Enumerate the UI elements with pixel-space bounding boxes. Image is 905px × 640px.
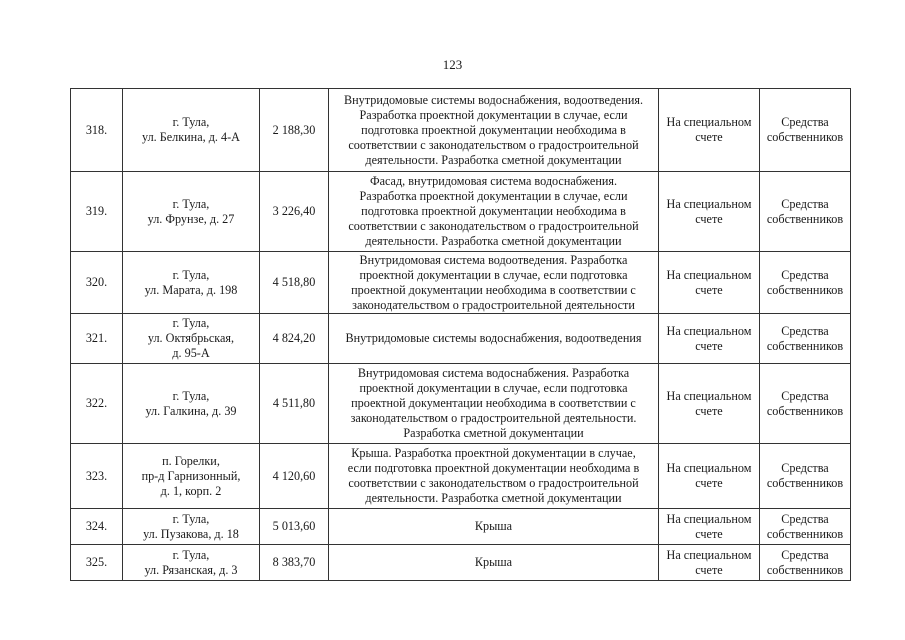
row-number-cell: 324. — [71, 509, 123, 545]
funding-method-cell — [659, 252, 760, 314]
work-description-line: Крыша — [474, 519, 513, 533]
cost-value-cell: 4 824,20 — [260, 314, 329, 364]
work-description-line: Разработка проектной документации в случае, если — [359, 189, 628, 203]
row-number-cell: 318. — [71, 89, 123, 172]
address-line: ул. Фрунзе, д. 27 — [147, 211, 235, 226]
address-line: ул. Октябрьская, — [147, 331, 235, 345]
funding-method-line: счете — [695, 211, 723, 226]
address-cell — [123, 364, 260, 444]
address-line: г. Тула, — [172, 267, 210, 282]
work-description-line: деятельности. Разработка сметной документации — [365, 152, 622, 167]
funding-method-cell — [659, 89, 760, 172]
address-line: ул. Белкина, д. 4-А — [142, 130, 240, 144]
address-line: г. Тула, — [172, 115, 210, 129]
table-row — [71, 545, 851, 581]
funding-method-line: На специальном — [666, 196, 752, 211]
work-description-line: проектной документации в случае, если подготовка — [359, 267, 628, 282]
table-row — [71, 89, 851, 172]
work-description-line: подготовка проектной документации необходима в — [361, 204, 626, 218]
funding-source-line: Средства — [781, 323, 829, 338]
address-line: г. Тула, — [172, 388, 210, 403]
funding-method-line: счете — [695, 526, 723, 541]
funding-source-cell — [760, 509, 851, 545]
funding-method-line: На специальном — [666, 511, 752, 526]
address-line: ул. Рязанская, д. 3 — [144, 562, 238, 577]
work-description-line: проектной документации в случае, если подготовка — [359, 381, 628, 395]
funding-method-line: На специальном — [666, 388, 752, 403]
funding-method-line: счете — [695, 282, 723, 297]
work-description-line: проектной документации необходима в соответствии с — [351, 396, 636, 410]
funding-method-cell — [659, 444, 760, 509]
work-description-line: подготовка проектной документации необходима в — [361, 122, 626, 137]
address-line: г. Тула, — [172, 316, 210, 330]
work-description-line: деятельности. Разработка сметной документации — [365, 234, 622, 248]
funding-method-cell — [659, 509, 760, 545]
work-description-cell — [329, 364, 659, 444]
funding-method-cell — [659, 314, 760, 364]
funding-method-cell — [659, 545, 760, 581]
funding-method-line: счете — [695, 130, 723, 144]
funding-method-line: На специальном — [666, 547, 752, 562]
work-description-line: Крыша. Разработка проектной документации в случае, — [351, 446, 636, 460]
row-number-cell: 322. — [71, 364, 123, 444]
funding-source-cell — [760, 172, 851, 252]
address-cell — [123, 89, 260, 172]
address-line: г. Тула, — [172, 196, 210, 211]
work-description-line: Фасад, внутридомовая система водоснабжения. — [369, 174, 618, 188]
funding-source-line: собственников — [766, 338, 844, 353]
work-description-line: законодательством о градостроительной деятельности — [352, 297, 635, 312]
table-row — [71, 172, 851, 252]
page-number: 123 — [442, 57, 463, 72]
work-description-line: соответствии с законодательством о градостроительной — [348, 476, 639, 490]
funding-source-cell — [760, 545, 851, 581]
address-cell — [123, 545, 260, 581]
funding-source-line: собственников — [766, 211, 844, 226]
address-line: д. 1, корп. 2 — [160, 483, 222, 498]
row-number-cell: 325. — [71, 545, 123, 581]
row-number-cell: 323. — [71, 444, 123, 509]
work-description-line: проектной документации необходима в соответствии с — [351, 282, 636, 297]
funding-source-line: собственников — [766, 562, 844, 577]
table-row — [71, 444, 851, 509]
funding-source-line: собственников — [766, 476, 844, 490]
funding-source-cell — [760, 364, 851, 444]
funding-source-line: Средства — [781, 547, 829, 562]
cost-value-cell: 4 511,80 — [260, 364, 329, 444]
funding-method-cell — [659, 364, 760, 444]
work-description-cell — [329, 172, 659, 252]
address-line: ул. Галкина, д. 39 — [145, 403, 237, 418]
cost-value-cell: 4 518,80 — [260, 252, 329, 314]
work-description-line: законодательством о градостроительной деятельности. — [350, 411, 637, 425]
funding-source-line: Средства — [781, 511, 829, 526]
funding-source-line: Средства — [781, 196, 829, 211]
funding-method-line: счете — [695, 338, 723, 353]
work-description-cell — [329, 252, 659, 314]
funding-source-line: Средства — [781, 388, 829, 403]
funding-source-line: собственников — [766, 282, 844, 297]
table-row — [71, 364, 851, 444]
cost-value-cell: 5 013,60 — [260, 509, 329, 545]
work-description-line: Внутридомовая система водоснабжения. Разработка — [357, 366, 630, 380]
work-description-cell — [329, 314, 659, 364]
table-body — [71, 89, 851, 581]
funding-source-line: Средства — [781, 115, 829, 129]
funding-source-cell — [760, 314, 851, 364]
funding-source-cell — [760, 89, 851, 172]
funding-method-line: На специальном — [666, 115, 752, 129]
work-description-line: соответствии с законодательством о градостроительной — [348, 137, 639, 152]
work-description-line: Внутридомовая система водоотведения. Разработка — [359, 252, 628, 267]
address-line: г. Тула, — [172, 511, 210, 526]
address-line: п. Горелки, — [162, 453, 220, 468]
table-row — [71, 509, 851, 545]
work-description-line: деятельности. Разработка сметной документации — [365, 491, 622, 505]
funding-method-line: счете — [695, 476, 723, 490]
funding-source-line: собственников — [766, 130, 844, 144]
row-number-cell: 320. — [71, 252, 123, 314]
address-cell — [123, 314, 260, 364]
address-line: пр-д Гарнизонный, — [141, 468, 241, 483]
work-description-line: соответствии с законодательством о градостроительной — [348, 219, 639, 233]
work-description-line: если подготовка проектной документации необходима в — [347, 461, 640, 475]
work-description-line: Внутридомовые системы водоснабжения, водоотведения. — [344, 92, 643, 107]
funding-source-line: Средства — [781, 267, 829, 282]
table-row — [71, 314, 851, 364]
address-cell — [123, 509, 260, 545]
funding-source-cell — [760, 444, 851, 509]
funding-method-cell — [659, 172, 760, 252]
work-description-line: Внутридомовые системы водоснабжения, водоотведения — [345, 331, 642, 345]
work-description-line: Разработка сметной документации — [403, 426, 584, 440]
work-description-cell — [329, 545, 659, 581]
funding-method-line: счете — [695, 403, 723, 418]
cost-value-cell: 4 120,60 — [260, 444, 329, 509]
work-description-line: Разработка проектной документации в случае, если — [359, 107, 628, 122]
work-description-cell — [329, 444, 659, 509]
address-cell — [123, 444, 260, 509]
capital-repair-table — [70, 88, 851, 581]
work-description-line: Крыша — [474, 555, 513, 569]
funding-method-line: На специальном — [666, 267, 752, 282]
cost-value-cell: 3 226,40 — [260, 172, 329, 252]
address-line: ул. Пузакова, д. 18 — [143, 526, 239, 541]
address-line: г. Тула, — [172, 547, 210, 562]
address-line: д. 95-А — [172, 346, 210, 360]
address-cell — [123, 172, 260, 252]
cost-value-cell: 2 188,30 — [260, 89, 329, 172]
table-row — [71, 252, 851, 314]
address-line: ул. Марата, д. 198 — [144, 282, 238, 297]
funding-method-line: счете — [695, 562, 723, 577]
cost-value-cell: 8 383,70 — [260, 545, 329, 581]
funding-source-line: собственников — [766, 526, 844, 541]
funding-source-cell — [760, 252, 851, 314]
funding-source-line: собственников — [766, 403, 844, 418]
funding-method-line: На специальном — [666, 461, 752, 475]
funding-method-line: На специальном — [666, 323, 752, 338]
funding-source-line: Средства — [781, 461, 829, 475]
work-description-cell — [329, 509, 659, 545]
work-description-cell — [329, 89, 659, 172]
row-number-cell: 319. — [71, 172, 123, 252]
address-cell — [123, 252, 260, 314]
row-number-cell: 321. — [71, 314, 123, 364]
